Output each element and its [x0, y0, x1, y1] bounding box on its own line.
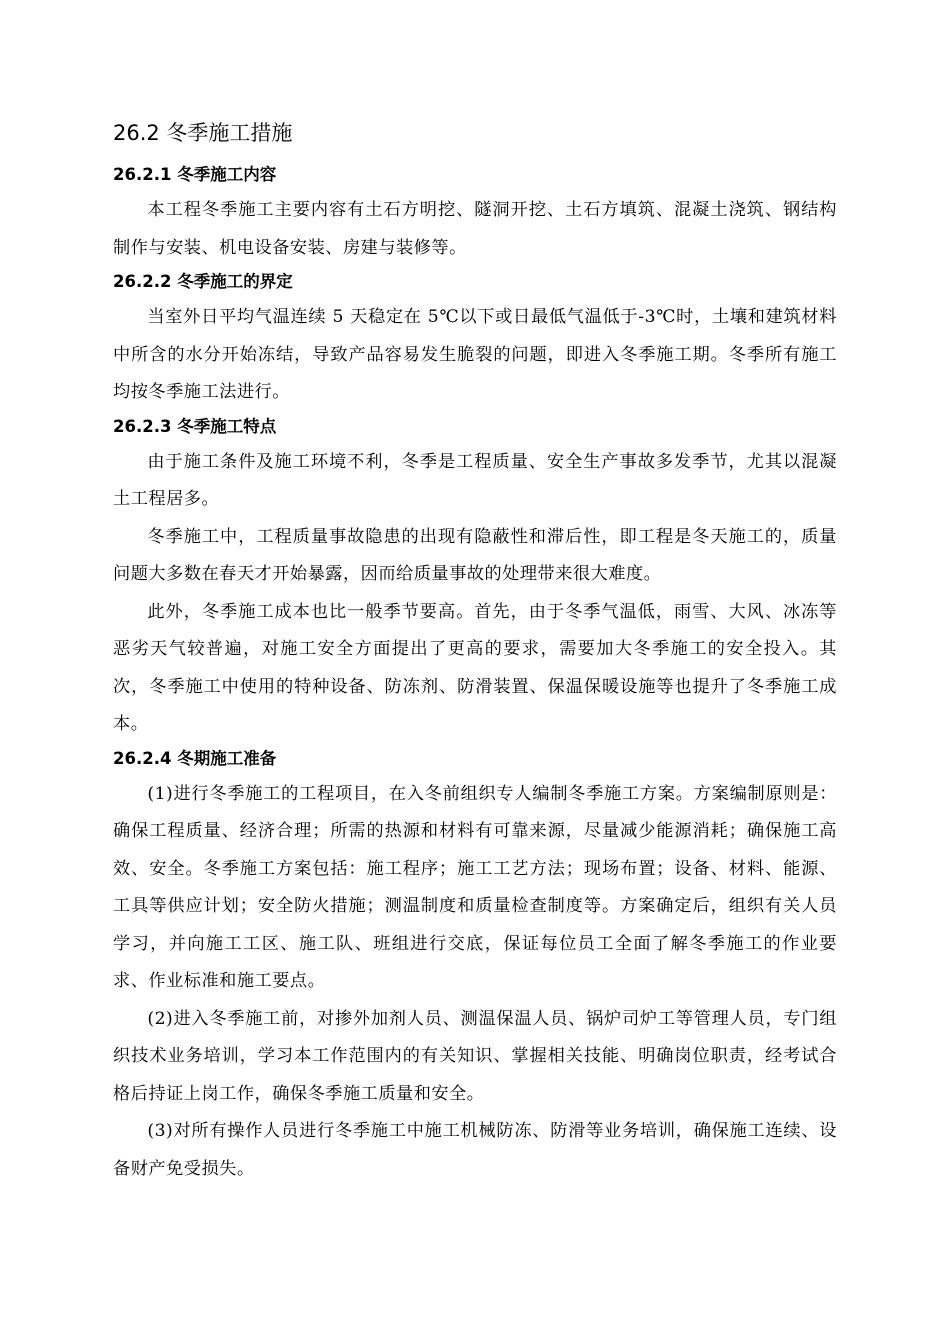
paragraph: 本工程冬季施工主要内容有土石方明挖、隧洞开挖、土石方填筑、混凝土浇筑、钢结构制作与安装、机电设备安装、房建与装修等。 [113, 200, 837, 258]
paragraph: 当室外日平均气温连续 5 天稳定在 5℃以下或日最低气温低于-3℃时，土壤和建筑材料中所含的水分开始冻结，导致产品容易发生脆裂的问题，即进入冬季施工期。冬季所有施工均按冬季施工法进行。 [113, 307, 837, 402]
paragraph: 由于施工条件及施工环境不利，冬季是工程质量、安全生产事故多发季节，尤其以混凝土工程居多。 [113, 451, 837, 509]
paragraph: (2)进入冬季施工前，对掺外加剂人员、测温保温人员、锅炉司炉工等管理人员，专门组织技术业务培训，学习本工作范围内的有关知识、掌握相关技能、明确岗位职责，经考试合格后持证上岗工作，确保冬季施工质量和安全。 [113, 1008, 837, 1104]
subsection-heading-1: 26.2.1 冬季施工内容 [113, 165, 277, 184]
subsection-heading-4: 26.2.4 冬期施工准备 [113, 748, 277, 768]
document-page [113, 118, 837, 1188]
paragraph: (3)对所有操作人员进行冬季施工中施工机械防冻、防滑等业务培训，确保施工连续、设备财产免受损失。 [113, 1121, 837, 1179]
paragraph: 此外，冬季施工成本也比一般季节要高。首先，由于冬季气温低，雨雪、大风、冰冻等恶劣天气较普遍，对施工安全方面提出了更高的要求，需要加大冬季施工的安全投入。其次，冬季施工中使用的特种设备、防冻剂、防滑装置、保温保暖设施等也提升了冬季施工成本。 [113, 601, 837, 734]
subsection-heading-3: 26.2.3 冬季施工特点 [113, 416, 277, 436]
paragraph: (1)进行冬季施工的工程项目，在入冬前组织专人编制冬季施工方案。方案编制原则是：确保工程质量、经济合理；所需的热源和材料有可靠来源，尽量减少能源消耗；确保施工高效、安全。冬季施工方案包括：施工程序；施工工艺方法；现场布置；设备、材料、能源、工具等供应计划；安全防火措施；测温制度和质量检查制度等。方案确定后，组织有关人员学习，并向施工工区、施工队、班组进行交底，保证每位员工全面了解冬季施工的作业要求、作业标准和施工要点。 [113, 783, 837, 991]
subsection-heading-2: 26.2.2 冬季施工的界定 [113, 272, 293, 291]
section-title: 26.2 冬季施工措施 [113, 121, 293, 145]
paragraph: 冬季施工中，工程质量事故隐患的出现有隐蔽性和滞后性，即工程是冬天施工的，质量问题大多数在春天才开始暴露，因而给质量事故的处理带来很大难度。 [113, 526, 837, 584]
